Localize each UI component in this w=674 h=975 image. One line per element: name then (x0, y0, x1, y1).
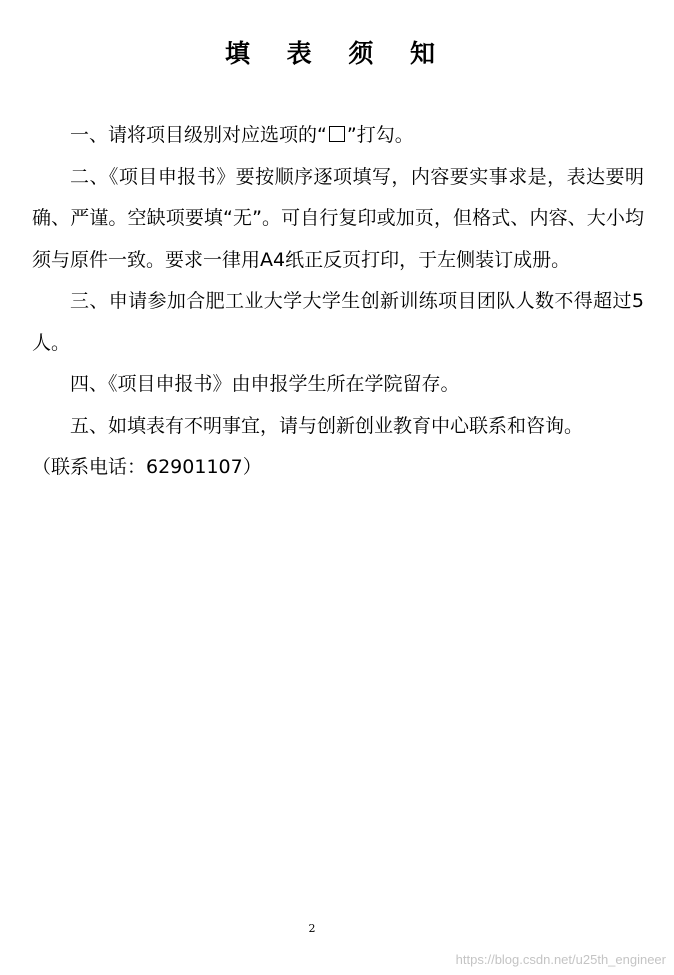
instruction-item-2: 二、《项目申报书》要按顺序逐项填写，内容要实事求是，表达要明确、严谨。空缺项要填“无”。可自行复印或加页，但格式、内容、大小均须与原件一致。要求一律用A4纸正反页打印，于左侧装订成册。 (32, 165, 644, 271)
watermark-text: https://blog.csdn.net/u25th_engineer (455, 952, 666, 967)
page-number: 2 (308, 922, 316, 935)
instruction-item-5: 五、如填表有不明事宜，请与创新创业教育中心联系和咨询。 (70, 414, 584, 437)
instructions-body (32, 115, 644, 489)
instruction-item-1 (32, 115, 644, 157)
checkbox-icon (329, 126, 345, 142)
instruction-item-3: 三、申请参加合肥工业大学大学生创新训练项目团队人数不得超过5人。 (32, 290, 644, 354)
instruction-item-4: 四、《项目申报书》由申报学生所在学院留存。 (70, 373, 460, 395)
instruction-item-1-text-before: 一、请将项目级别对应选项的“ (70, 124, 327, 146)
contact-phone: （联系电话：62901107） (32, 456, 262, 478)
page-title: 填 表 须 知 (224, 39, 450, 68)
instruction-item-1-text-after: ”打勾。 (346, 124, 414, 146)
